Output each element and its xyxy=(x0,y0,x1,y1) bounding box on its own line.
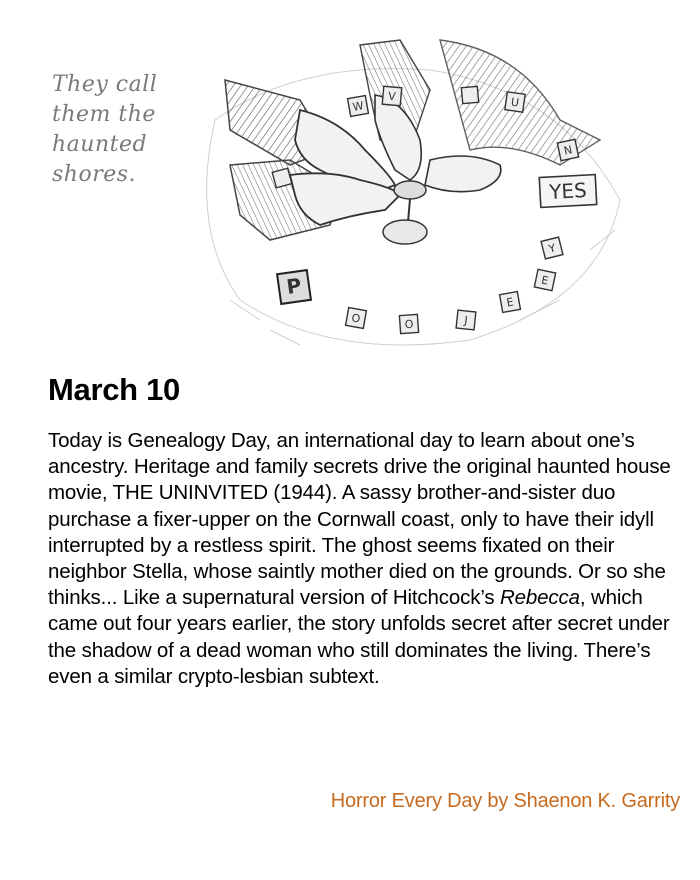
svg-text:P: P xyxy=(284,273,303,299)
hand-right xyxy=(425,156,501,192)
caption-line-2: them the xyxy=(52,102,156,127)
body-text-part-1: Today is Genealogy Day, an international day to learn about one’s ancestry. Heritage and family secrets drive the original haunted house movie, xyxy=(48,429,671,505)
svg-text:U: U xyxy=(510,95,520,110)
svg-text:V: V xyxy=(387,89,397,104)
letter-tile-13 xyxy=(541,237,563,259)
letter-tile-9 xyxy=(399,314,418,333)
svg-text:O: O xyxy=(350,311,362,326)
letter-tile-2 xyxy=(382,86,402,106)
caption-line-1: They call xyxy=(52,72,158,97)
svg-text:YES: YES xyxy=(548,178,588,204)
svg-text:N: N xyxy=(562,143,574,158)
body-text-part-3: , which came out four years earlier, the story unfolds secret after secret under the shadow of a dead woman who still dominates the living. There’s even a similar crypto-lesbian subtext. xyxy=(48,586,670,688)
handwritten-caption xyxy=(52,70,157,190)
letter-tile-6 xyxy=(272,168,292,188)
letter-tile-12 xyxy=(534,269,555,290)
svg-text:E: E xyxy=(505,295,515,310)
letter-tile-3 xyxy=(461,86,478,103)
author-credit: Horror Every Day by Shaenon K. Garrity xyxy=(330,790,680,812)
illustration-ouija-sketch xyxy=(0,0,700,365)
letter-tile-8 xyxy=(346,308,367,329)
entry-body-text xyxy=(48,428,688,690)
reference-title: Rebecca xyxy=(500,586,580,610)
caption-line-4: shores. xyxy=(52,162,137,187)
letter-tile-4 xyxy=(505,92,525,112)
svg-text:E: E xyxy=(540,273,550,288)
letter-tile-5 xyxy=(557,139,578,160)
body-text-part-2: (1944). A sassy brother-and-sister duo purchase a fixer-upper on the Cornwall coast, only to have their idyll interrupted by a restless spirit. The ghost seems fixated on their neighbor Stella, whose saintly mother died on the grounds. Or so she thinks... Like a supernatural version of Hitchcock’s xyxy=(48,481,666,610)
svg-text:W: W xyxy=(351,99,365,114)
yes-tile xyxy=(539,175,596,208)
caption-line-3: haunted xyxy=(52,132,148,157)
entry-date-heading: March 10 xyxy=(48,372,180,407)
movie-title: THE UNINVITED xyxy=(112,481,268,505)
letter-tile-10 xyxy=(456,310,476,330)
svg-text:O: O xyxy=(404,317,414,332)
svg-text:Y: Y xyxy=(547,241,557,256)
letter-tile-11 xyxy=(500,292,521,313)
svg-text:J: J xyxy=(463,313,469,328)
letter-tile-7 xyxy=(277,270,311,304)
letter-tile-1 xyxy=(348,96,369,117)
